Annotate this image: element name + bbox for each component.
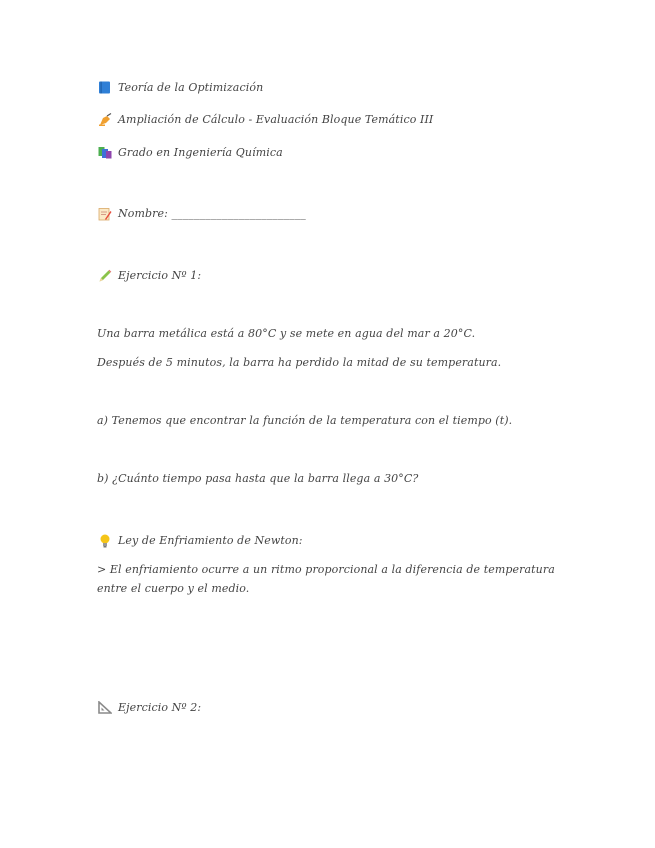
hint-text: > El enfriamiento ocurre a un ritmo proporcional a la diferencia de temperatura entre el cuerpo y el medio.	[97, 563, 555, 595]
exercise1-statement-2: Después de 5 minutos, la barra ha perdido la mitad de su temperatura.	[97, 356, 502, 369]
exercise1-statement-1: Una barra metálica está a 80°C y se mete en agua del mar a 20°C.	[97, 327, 476, 340]
exercise2-heading-line	[97, 700, 201, 715]
part-b-line	[97, 472, 418, 485]
hint-title-line	[97, 533, 303, 548]
degree-name: Grado en Ingeniería Química	[118, 146, 283, 159]
writing-hand-icon	[97, 112, 112, 127]
light-bulb-icon	[97, 533, 112, 548]
exercise1-heading: Ejercicio Nº 1:	[118, 269, 202, 282]
subject-line	[97, 112, 433, 127]
degree-line	[97, 145, 283, 160]
statement-line-1	[97, 327, 475, 340]
student-name-line	[97, 206, 306, 221]
blue-book-icon	[97, 80, 112, 95]
exercise1-heading-line	[97, 268, 201, 283]
part-a-line	[97, 414, 512, 427]
triangular-ruler-icon	[97, 700, 112, 715]
exercise2-heading: Ejercicio Nº 2:	[118, 701, 202, 714]
subject-title: Ampliación de Cálculo - Evaluación Bloque Temático III	[118, 113, 434, 126]
course-title: Teoría de la Optimización	[118, 81, 264, 94]
exercise1-part-b: b) ¿Cuánto tiempo pasa hasta que la barra llega a 30°C?	[97, 472, 419, 485]
name-field-label: Nombre: ________________________	[118, 207, 306, 220]
pencil-icon	[97, 268, 112, 283]
books-icon	[97, 145, 112, 160]
hint-text-block	[97, 560, 567, 598]
hint-title: Ley de Enfriamiento de Newton:	[118, 534, 303, 547]
memo-icon	[97, 206, 112, 221]
exercise1-part-a: a) Tenemos que encontrar la función de la temperatura con el tiempo (t).	[97, 414, 513, 427]
statement-line-2	[97, 356, 501, 369]
course-title-line	[97, 80, 263, 95]
